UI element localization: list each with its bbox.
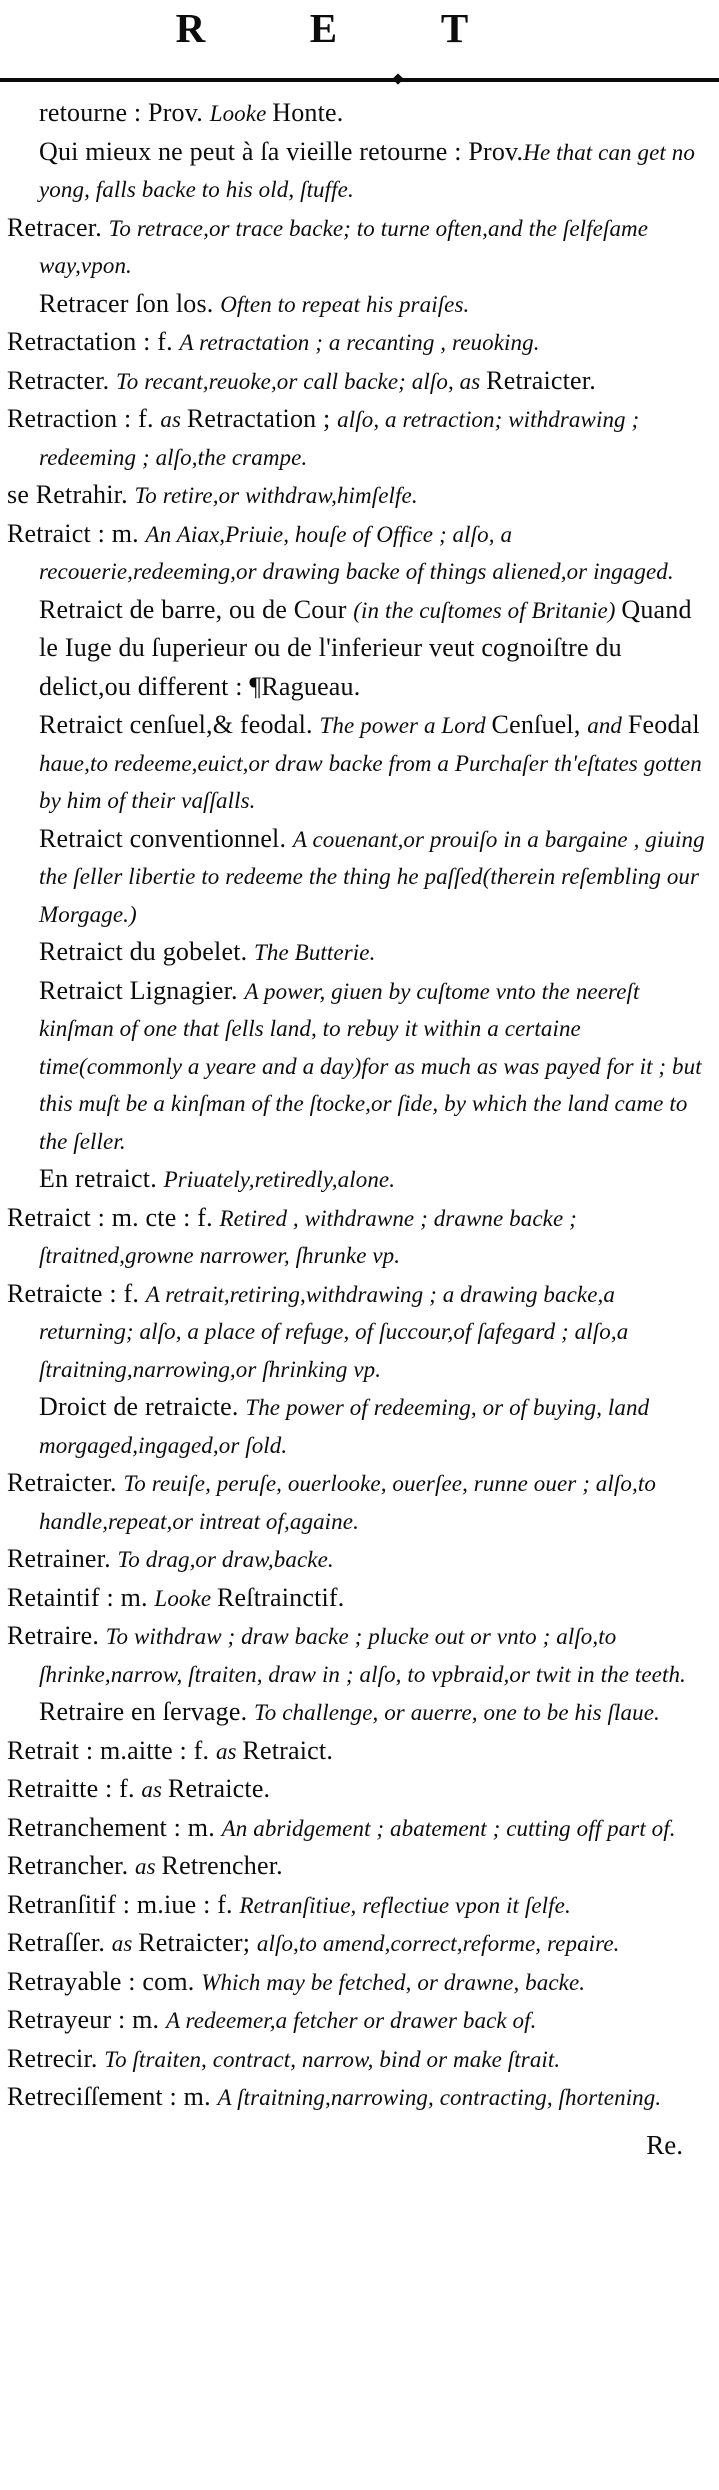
sub-entry	[0, 822, 707, 936]
headword: Retreciſſement : m.	[7, 2082, 218, 2111]
headword: Droict de retraicte.	[39, 1392, 246, 1421]
sub-entry	[0, 1695, 707, 1734]
dictionary-entry	[0, 1581, 707, 1620]
dictionary-entry	[0, 2042, 707, 2081]
dictionary-entry	[0, 1811, 707, 1850]
definition-text: To withdraw ; draw backe ; plucke out or vnto ; alſo,to ſhrinke,narrow, ſtraiten, draw in ; alſo, to vpbraid,or twit in the teeth.	[39, 1624, 686, 1687]
page-header	[0, 0, 719, 70]
headword: Retraict : m.	[7, 518, 146, 548]
definition-text: To drag,or draw,backe.	[117, 1547, 334, 1572]
definition-text: The Butterie.	[254, 940, 376, 965]
headword: Retraicte : f.	[7, 1278, 146, 1308]
definition-text: (in the cuſtomes of Britanie)	[353, 597, 622, 623]
definition-text: Priuately,retiredly,alone.	[163, 1167, 396, 1192]
definition-text: A redeemer,a fetcher or drawer back of.	[165, 2008, 537, 2033]
headword: retourne : Prov.	[39, 98, 210, 127]
headword: Retrait : m.aitte : f.	[7, 1735, 216, 1765]
headword: Retraict de barre, ou de Cour	[39, 594, 354, 624]
definition-text: Which may be fetched, or drawne, backe.	[201, 1969, 586, 1995]
headword: Retrainer.	[7, 1544, 118, 1573]
sub-entry	[0, 135, 707, 211]
dictionary-entry	[0, 1542, 707, 1581]
definition-text: He that can get no yong, falls backe to his old, ſtuffe.	[39, 139, 695, 202]
headword: Retraict du gobelet.	[39, 937, 255, 966]
headword: Qui mieux ne peut à ſa vieille retourne : Prov.	[39, 136, 524, 166]
definition-text: Looke	[209, 101, 273, 126]
headword: Retraire.	[7, 1621, 106, 1650]
running-head: R E T	[175, 5, 516, 51]
sub-entry	[0, 974, 707, 1163]
sub-entry	[0, 96, 707, 135]
definition-text: To ſtraiten, contract, narrow, bind or make ſtrait.	[104, 2046, 561, 2072]
headword: Retraſſer.	[7, 1928, 112, 1957]
definition-text: as	[160, 407, 187, 432]
headword: Retracter.	[7, 365, 117, 395]
definition-text: To recant,reuoke,or call backe; alſo, as	[116, 368, 487, 394]
sub-entry	[0, 287, 707, 326]
definition-text: Often to repeat his praiſes.	[220, 291, 470, 317]
headword: Retraire en ſervage.	[39, 1697, 254, 1726]
dictionary-entry	[0, 402, 707, 478]
headword: Retraitte : f.	[7, 1774, 142, 1803]
definition-text: To retrace,or trace backe; to turne often,and the ſelfeſame way,vpon.	[39, 215, 649, 278]
headword: Retraict : m. cte : f.	[7, 1202, 220, 1232]
definition-text: as	[135, 1854, 162, 1879]
cross-reference-text: Quand le Iuge du ſuperieur ou de l'inferieur veut cognoiſtre du delict,ou different : ¶Ragueau.	[39, 594, 692, 701]
definition-text: A ſtraitning,narrowing, contracting, ſhortening.	[217, 2085, 662, 2110]
definition-text: The power a Lord	[319, 713, 492, 738]
dictionary-entry	[0, 2003, 707, 2042]
dictionary-entry	[0, 1466, 707, 1542]
dictionary-entry	[0, 1926, 707, 1965]
definition-text: Looke	[154, 1585, 217, 1611]
cross-reference-text: Feodal	[627, 710, 700, 739]
headword: Retracer.	[7, 212, 109, 242]
sub-entry	[0, 935, 707, 974]
cross-reference-text: Honte.	[272, 98, 344, 127]
dictionary-entry	[0, 478, 707, 517]
definition-text: haue,to redeeme,euict,or draw backe from a Purchaſer th'eſtates gotten by him of their vaſſalls.	[39, 750, 702, 813]
headword: Retraict cenſuel,& feodal.	[39, 710, 320, 739]
dictionary-entry	[0, 1849, 707, 1888]
definition-text: To retire,or withdraw,himſelfe.	[134, 483, 418, 508]
definition-text: An Aiax,Priuie, houſe of Office ; alſo, a recouerie,redeeming,or drawing backe of things aliened,or ingaged.	[39, 521, 674, 584]
headword: Retranchement : m.	[7, 1812, 222, 1842]
headword: Retraction : f.	[7, 404, 161, 433]
headword: Retranſitif : m.iue : f.	[7, 1889, 240, 1919]
definition-text: An abridgement ; abatement ; cutting off part of.	[221, 1815, 676, 1841]
dictionary-entry	[0, 2080, 707, 2119]
definition-text: A power, giuen by cuſtome vnto the neereſt kinſman of one that ſells land, to rebuy it within a certaine time(commonly a yeare and a day)for as much as was payed for it ; but this muſt be a kinſman of the ſtocke,or ſide, by which the land came to the ſeller.	[39, 978, 702, 1154]
definition-text: Retranſitiue, reflectiue vpon it ſelfe.	[239, 1892, 571, 1918]
definition-text: To challenge, or auerre, one to be his ſlaue.	[253, 1700, 660, 1725]
catchword: Re.	[646, 2129, 683, 2160]
sub-entry	[0, 593, 707, 709]
dictionary-entry	[0, 1201, 707, 1277]
cross-reference-text: Retraicter;	[138, 1928, 257, 1957]
definition-text: as	[111, 1931, 139, 1956]
definition-text: alſo, a retraction; withdrawing ; redeeming ; alſo,the crampe.	[39, 407, 640, 470]
dictionary-entry	[0, 1619, 707, 1695]
headword: Retracer ſon los.	[39, 288, 221, 318]
headword: se Retrahir.	[7, 480, 135, 509]
sub-entry	[0, 1390, 707, 1466]
sub-entry	[0, 1162, 707, 1201]
dictionary-entry	[0, 517, 707, 593]
cross-reference-text: Retraicter.	[486, 365, 596, 395]
headword: Retrayeur : m.	[7, 2005, 166, 2034]
dictionary-entry	[0, 1965, 707, 2004]
entries-column	[0, 82, 719, 2119]
headword: Retrayable : com.	[7, 1966, 202, 1996]
headword: Retaintif : m.	[7, 1582, 155, 1612]
definition-text: as	[141, 1777, 168, 1802]
dictionary-entry	[0, 325, 707, 364]
header-divider-rule	[0, 78, 719, 82]
cross-reference-text: Reſtrainctif.	[216, 1582, 345, 1612]
cross-reference-text: Retraict.	[242, 1735, 334, 1765]
headword: Retrancher.	[7, 1851, 136, 1880]
definition-text: alſo,to amend,correct,reforme, repaire.	[256, 1931, 620, 1956]
dictionary-entry	[0, 211, 707, 287]
dictionary-entry	[0, 364, 707, 403]
definition-text: Retired , withdrawne ; drawne backe ; ſtraitned,growne narrower, ſhrunke vp.	[39, 1205, 577, 1268]
headword: En retraict.	[39, 1164, 164, 1193]
definition-text: The power of redeeming, or of buying, land morgaged,ingaged,or ſold.	[39, 1395, 650, 1458]
dictionary-entry	[0, 1734, 707, 1773]
headword: Retrecir.	[7, 2043, 105, 2073]
cross-reference-text: Cenſuel,	[491, 710, 588, 739]
definition-text: A retractation ; a recanting , reuoking.	[179, 330, 540, 355]
headword: Retraicter.	[7, 1468, 124, 1497]
dictionary-entry	[0, 1888, 707, 1927]
headword: Retraict conventionnel.	[39, 823, 293, 853]
cross-reference-text: Retractation ;	[186, 404, 338, 433]
definition-text: A retrait,retiring,withdrawing ; a drawing backe,a returning; alſo, a place of refuge, of ſuccour,of ſafegard ; alſo,a ſtraitning,narrowing,or ſhrinking vp.	[39, 1281, 629, 1382]
definition-text: A couenant,or prouiſo in a bargaine , giuing the ſeller libertie to redeeme the thing he paſſed(therein reſembling our Morgage.)	[39, 826, 705, 927]
headword: Retractation : f.	[7, 327, 180, 356]
definition-text: To reuiſe, peruſe, ouerlooke, ouerſee, runne ouer ; alſo,to handle,repeat,or intreat of,againe.	[39, 1471, 656, 1534]
definition-text: as	[215, 1738, 243, 1764]
definition-text: and	[587, 713, 628, 738]
sub-entry	[0, 708, 707, 822]
headword: Retraict Lignagier.	[39, 975, 245, 1005]
cross-reference-text: Retrencher.	[161, 1851, 283, 1880]
dictionary-entry	[0, 1772, 707, 1811]
dictionary-entry	[0, 1277, 707, 1391]
cross-reference-text: Retraicte.	[167, 1774, 271, 1803]
